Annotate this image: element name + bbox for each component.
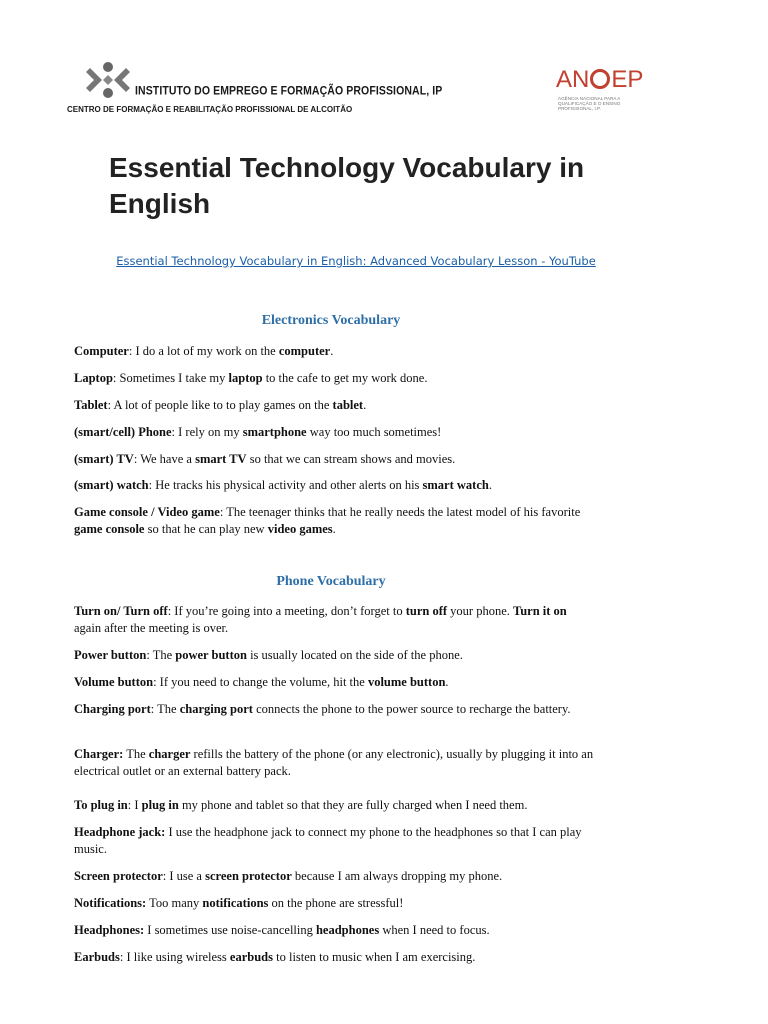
vocab-text: : I use a [162, 869, 206, 883]
vocab-text: because I am always dropping my phone. [291, 869, 503, 883]
vocab-entry [74, 477, 594, 494]
vocab-entry [74, 868, 594, 885]
vocab-highlight: smart watch [422, 478, 489, 492]
vocab-highlight: smartphone [242, 425, 307, 439]
vocab-text: . [488, 478, 492, 492]
vocab-text: : If you need to change the volume, hit the [153, 675, 368, 689]
vocab-text: your phone. [447, 604, 514, 618]
vocab-term: Laptop [74, 371, 113, 385]
vocab-highlight: computer [278, 344, 331, 358]
vocab-entry [74, 603, 594, 636]
vocab-entry [74, 949, 594, 966]
vocab-text: : We have a [133, 452, 196, 466]
vocab-highlight: earbuds [229, 950, 273, 964]
vocab-highlight: power button [175, 648, 247, 662]
vocab-text: : I [127, 798, 142, 812]
vocab-entry [74, 397, 594, 414]
vocab-term: Charging port [74, 702, 151, 716]
vocab-entry [74, 424, 594, 441]
vocab-text: : A lot of people like to to play games on the [107, 398, 333, 412]
vocab-highlight: charger [148, 747, 191, 761]
vocab-text: connects the phone to the power source to recharge the battery. [252, 702, 571, 716]
vocab-text: to listen to music when I am exercising. [273, 950, 476, 964]
vocab-term: To plug in [74, 798, 128, 812]
vocab-highlight: turn off [405, 604, 448, 618]
vocab-text: : The [146, 648, 176, 662]
youtube-lesson-link[interactable]: Essential Technology Vocabulary in English: Advanced Vocabulary Lesson - YouTube [116, 254, 596, 268]
vocab-highlight: game console [74, 521, 145, 536]
vocab-text: : Sometimes I take my [112, 371, 229, 385]
anqep-logo [556, 66, 643, 94]
vocab-text: when I need to focus. [379, 923, 490, 937]
vocab-entry [74, 370, 594, 387]
vocab-entry [74, 797, 594, 814]
vocab-term: Power button [74, 648, 147, 662]
vocab-text: : If you’re going into a meeting, don’t forget to [167, 604, 406, 618]
vocab-text: . [332, 521, 336, 536]
vocab-text: way too much sometimes! [306, 425, 442, 439]
vocab-text: I use the headphone jack to connect my phone to the headphones so that I can play music. [74, 825, 582, 856]
vocab-text: : I rely on my [171, 425, 243, 439]
vocab-highlight: plug in [141, 798, 179, 812]
anqep-logo-right: EP [611, 66, 644, 93]
vocab-text: . [330, 344, 334, 358]
vocab-highlight: video games [267, 521, 333, 536]
vocab-text: : The teenager thinks that he really needs the latest model of his favorite [219, 505, 581, 519]
vocab-entry [74, 343, 594, 360]
vocab-term: Volume button [74, 675, 154, 689]
vocab-text: so that we can stream shows and movies. [246, 452, 456, 466]
vocab-highlight: headphones [315, 923, 380, 937]
vocab-entry [74, 647, 594, 664]
vocab-highlight: screen protector [205, 869, 292, 883]
vocab-text: : He tracks his physical activity and other alerts on his [148, 478, 423, 492]
vocab-term: (smart/cell) Phone [74, 425, 172, 439]
vocab-entry [74, 701, 594, 718]
vocab-text: The [123, 747, 149, 761]
vocab-entry [74, 746, 594, 779]
vocab-text: : I do a lot of my work on the [128, 344, 279, 358]
electronics-section-title: Electronics Vocabulary [261, 313, 401, 328]
vocab-text: I sometimes use noise-cancelling [144, 923, 316, 937]
vocab-term: Charger: [74, 747, 124, 761]
vocab-text: refills the battery of the phone (or any electronic), usually by plugging it into an electrical outlet or an external battery pack. [74, 747, 594, 778]
vocab-text: so that he can play new [144, 521, 268, 536]
vocab-entry [74, 674, 594, 691]
vocab-term: Headphones: [74, 923, 145, 937]
vocab-entry [74, 504, 594, 537]
vocab-term: Screen protector [74, 869, 163, 883]
document-header [0, 0, 768, 125]
iefp-logo-icon [84, 60, 132, 102]
vocab-entry [74, 824, 594, 857]
vocab-term: (smart) TV [74, 452, 134, 466]
vocab-highlight: charging port [179, 702, 253, 716]
vocab-highlight: laptop [228, 371, 263, 385]
vocab-term: Turn on/ Turn off [74, 604, 168, 618]
vocab-term: Tablet [74, 398, 108, 412]
vocab-highlight: Turn it on [513, 604, 567, 618]
vocab-highlight: smart TV [195, 452, 247, 466]
vocab-text: to the cafe to get my work done. [262, 371, 428, 385]
vocab-text: . [445, 675, 449, 689]
anqep-logo-caption: AGÊNCIA NACIONAL PARA A QUALIFICAÇÃO E O ENSINO PROFISSIONAL, I.P. [558, 96, 621, 111]
vocab-text: : I like using wireless [119, 950, 230, 964]
vocab-term: Notifications: [74, 896, 147, 910]
vocab-text: is usually located on the side of the phone. [246, 648, 463, 662]
vocab-term: Headphone jack: [74, 825, 166, 839]
vocab-term: Earbuds [74, 950, 120, 964]
vocab-entry [74, 922, 594, 939]
vocab-term: Game console / Video game [74, 505, 220, 519]
document-title: Essential Technology Vocabulary in English [109, 152, 585, 219]
vocab-text: my phone and tablet so that they are fully charged when I need them. [178, 798, 528, 812]
vocab-entry [74, 451, 594, 468]
vocab-entry [74, 895, 594, 912]
vocab-text: on the phone are stressful! [268, 896, 404, 910]
org-subtitle: CENTRO DE FORMAÇÃO E REABILITAÇÃO PROFISSIONAL DE ALCOITÃO [67, 105, 353, 114]
vocab-highlight: notifications [202, 896, 269, 910]
anqep-logo-left: AN [556, 66, 590, 93]
vocab-highlight: tablet [332, 398, 364, 412]
vocab-term: (smart) watch [74, 478, 149, 492]
anqep-q-icon [590, 69, 610, 89]
vocab-text: again after the meeting is over. [74, 620, 229, 635]
vocab-text: Too many [146, 896, 203, 910]
org-title: INSTITUTO DO EMPREGO E FORMAÇÃO PROFISSIONAL, IP [135, 84, 443, 98]
vocab-term: Computer [74, 344, 129, 358]
phone-section-title: Phone Vocabulary [276, 574, 386, 589]
vocab-text: . [363, 398, 367, 412]
vocab-text: : The [150, 702, 180, 716]
vocab-highlight: volume button [367, 675, 446, 689]
